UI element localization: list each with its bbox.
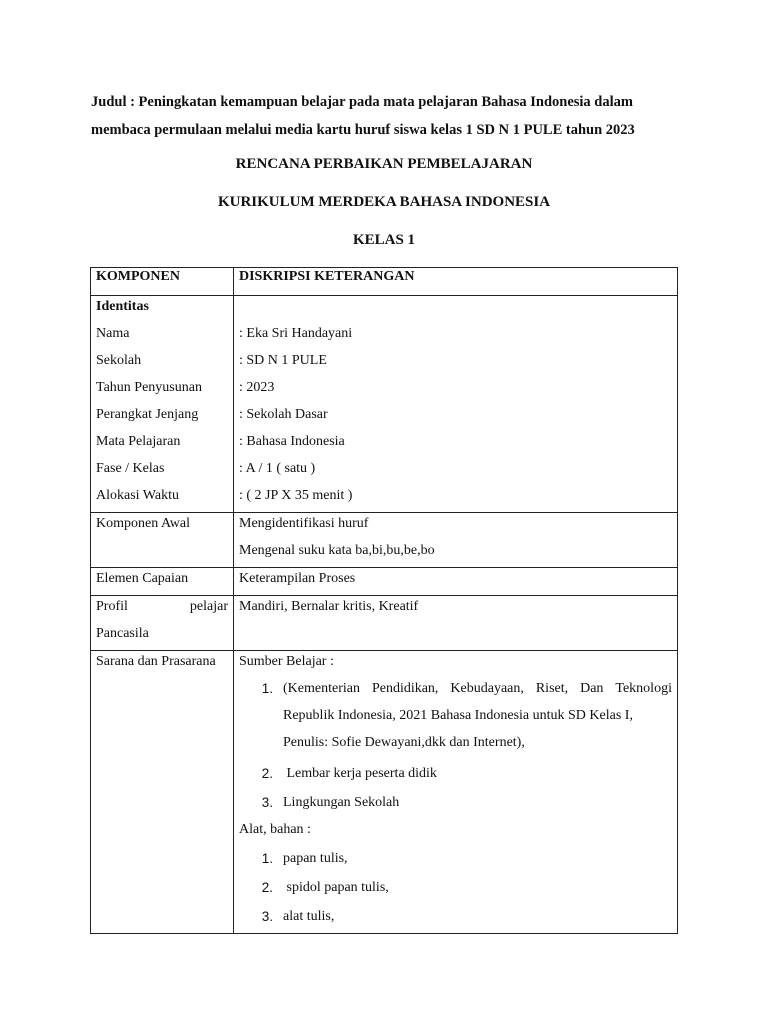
sumber-word-6: Teknologi — [615, 681, 672, 696]
identitas-label-tahun: Tahun Penyusunan — [96, 380, 202, 395]
plan-table — [90, 267, 678, 934]
elemen-capaian-label-cell — [91, 568, 234, 596]
komponen-awal-label-cell — [91, 513, 234, 568]
elemen-capaian-value: Keterampilan Proses — [239, 571, 356, 586]
profil-value: Mandiri, Bernalar kritis, Kreatif — [239, 599, 419, 614]
identitas-value-nama: : Eka Sri Handayani — [239, 326, 353, 341]
sumber-item-3 — [239, 792, 672, 819]
identitas-values — [234, 296, 678, 513]
sarana-label: Sarana dan Prasarana — [96, 654, 216, 669]
identitas-label-alokasi: Alokasi Waktu — [96, 488, 179, 503]
identitas-value-mapel: : Bahasa Indonesia — [239, 434, 345, 449]
sumber-word-5: Dan — [580, 681, 604, 696]
komponen-awal-line-2: Mengenal suku kata ba,bi,bu,be,bo — [239, 543, 435, 558]
identitas-value-jenjang: : Sekolah Dasar — [239, 407, 328, 422]
alat-item-3-number: 3. — [261, 909, 273, 924]
sumber-item-2-text: Lembar kerja peserta didik — [283, 766, 437, 781]
heading-kurikulum: KURIKULUM MERDEKA BAHASA INDONESIA — [217, 194, 551, 210]
identitas-value-fase: : A / 1 ( satu ) — [239, 461, 316, 476]
header-komponen: KOMPONEN — [91, 268, 234, 296]
profil-label-word-2: pelajar — [189, 599, 228, 614]
sarana-label-cell — [91, 651, 234, 934]
alat-item-3-text: alat tulis, — [283, 909, 335, 924]
profil-label-cell — [91, 596, 234, 651]
alat-item-2-text: spidol papan tulis, — [283, 880, 389, 895]
sumber-item-1-line-1 — [283, 678, 672, 705]
profil-label-line-1 — [96, 596, 228, 623]
komponen-awal-value-cell — [234, 513, 678, 568]
identitas-labels — [91, 296, 234, 513]
heading-kelas: KELAS 1 — [352, 232, 416, 248]
elemen-capaian-row — [91, 568, 678, 596]
heading-rencana: RENCANA PERBAIKAN PEMBELAJARAN — [235, 156, 533, 172]
sarana-value-cell — [234, 651, 678, 934]
identitas-label-fase: Fase / Kelas — [96, 461, 165, 476]
elemen-capaian-value-cell — [234, 568, 678, 596]
sumber-word-3: Kebudayaan, — [450, 681, 524, 696]
sumber-item-1-number: 1. — [261, 681, 273, 696]
identitas-value-sekolah: : SD N 1 PULE — [239, 353, 327, 368]
komponen-awal-label: Komponen Awal — [96, 516, 190, 531]
identitas-value-tahun: : 2023 — [239, 380, 275, 395]
document-title — [91, 88, 681, 144]
elemen-capaian-label: Elemen Capaian — [96, 571, 189, 586]
profil-label-word-1: Profil — [96, 599, 128, 614]
alat-item-3 — [239, 906, 672, 933]
sumber-word-1: (Kementerian — [283, 681, 360, 696]
alat-item-2-number: 2. — [261, 880, 273, 895]
sumber-item-1 — [239, 678, 672, 759]
alat-item-2 — [239, 877, 672, 904]
identitas-value-alokasi: : ( 2 JP X 35 menit ) — [239, 488, 353, 503]
profil-value-cell — [234, 596, 678, 651]
identitas-label-jenjang: Perangkat Jenjang — [96, 407, 199, 422]
sumber-word-2: Pendidikan, — [371, 681, 439, 696]
alat-item-1-number: 1. — [261, 851, 273, 866]
sumber-item-3-number: 3. — [261, 795, 273, 810]
title-line-2: membaca permulaan melalui media kartu huruf siswa kelas 1 SD N 1 PULE tahun 2023 — [91, 122, 635, 138]
identitas-row — [91, 296, 678, 513]
sumber-item-1-line-3: Penulis: Sofie Dewayani,dkk dan Internet), — [283, 735, 525, 750]
table-header-row — [91, 268, 678, 296]
alat-item-1-text: papan tulis, — [283, 851, 348, 866]
identitas-label: Identitas — [96, 299, 149, 314]
profil-row — [91, 596, 678, 651]
sarana-row — [91, 651, 678, 934]
sumber-item-2 — [239, 763, 672, 790]
sumber-item-3-text: Lingkungan Sekolah — [283, 795, 400, 810]
identitas-label-sekolah: Sekolah — [96, 353, 142, 368]
header-diskripsi: DISKRIPSI KETERANGAN — [234, 268, 678, 296]
identitas-label-nama: Nama — [96, 326, 130, 341]
sumber-item-2-number: 2. — [261, 766, 273, 781]
sumber-belajar-label: Sumber Belajar : — [239, 654, 334, 669]
sumber-item-1-line-2: Republik Indonesia, 2021 Bahasa Indonesia untuk SD Kelas I, — [283, 708, 633, 723]
sumber-word-4: Riset, — [535, 681, 569, 696]
alat-item-1 — [239, 848, 672, 875]
alat-bahan-label: Alat, bahan : — [239, 822, 311, 837]
komponen-awal-line-1: Mengidentifikasi huruf — [239, 516, 369, 531]
komponen-awal-row — [91, 513, 678, 568]
title-line-1: Judul : Peningkatan kemampuan belajar pada mata pelajaran Bahasa Indonesia dalam — [91, 94, 633, 110]
profil-label-line-2: Pancasila — [96, 626, 149, 641]
identitas-label-mapel: Mata Pelajaran — [96, 434, 181, 449]
